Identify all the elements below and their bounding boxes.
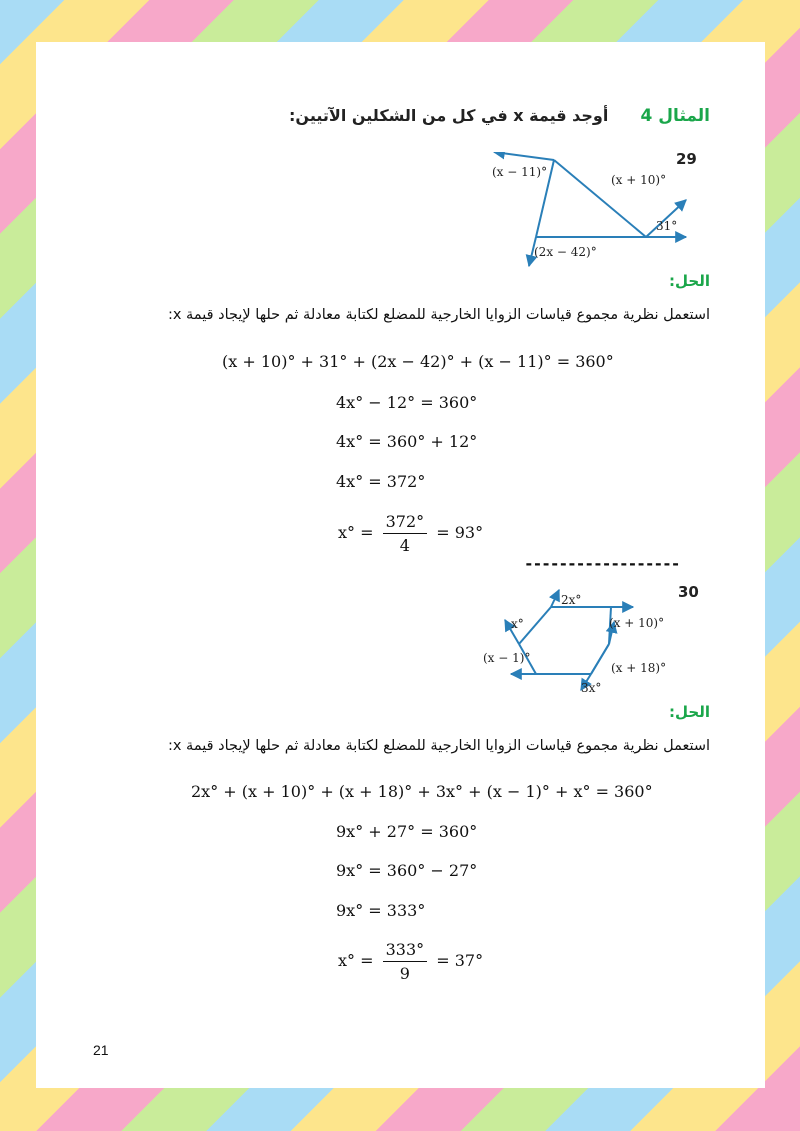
equation-30-2: 9x° + 27° = 360° — [336, 822, 478, 841]
angle-label: 31° — [656, 219, 678, 233]
angle-label: (x + 10)° — [609, 616, 665, 630]
angle-label: x° — [511, 617, 524, 631]
eq-rhs: = 93° — [436, 523, 484, 542]
equation-30-4: 9x° = 333° — [336, 901, 426, 920]
eq-lhs: x° = — [338, 951, 374, 970]
angle-label: (2x − 42)° — [534, 245, 597, 259]
triangle-figure — [476, 152, 696, 272]
eq-rhs: = 37° — [436, 951, 484, 970]
example-header — [90, 106, 710, 126]
eq-lhs: x° = — [338, 523, 374, 542]
equation-29-3: 4x° = 360° + 12° — [336, 432, 478, 451]
angle-label: (x − 1)° — [483, 651, 531, 665]
angle-label: (x − 11)° — [492, 165, 548, 179]
angle-label: (x + 18)° — [611, 661, 667, 675]
instruction-29: استعمل نظرية مجموع قياسات الزوايا الخارجية للمضلع لكتابة معادلة ثم حلها لإيجاد قيمة x: — [167, 307, 710, 323]
equation-30-3: 9x° = 360° − 27° — [336, 861, 478, 880]
denominator: 4 — [399, 536, 410, 555]
problem-29-number: 29 — [676, 150, 697, 168]
angle-label: (x + 10)° — [611, 173, 667, 187]
section-divider: ------------------ — [524, 554, 680, 573]
page-number: 21 — [93, 1042, 109, 1058]
denominator: 9 — [399, 964, 410, 983]
angle-label: 3x° — [581, 681, 602, 695]
equation-29-4: 4x° = 372° — [336, 472, 426, 491]
solution-label-29: الحل: — [669, 272, 710, 290]
equation-29-2: 4x° − 12° = 360° — [336, 393, 478, 412]
problem-30-number: 30 — [678, 583, 699, 601]
equation-29-1: (x + 10)° + 31° + (2x − 42)° + (x − 11)° = 360° — [222, 352, 614, 371]
hexagon-figure — [481, 582, 681, 697]
example-text: أوجد قيمة x في كل من الشكلين الآتيين: — [289, 106, 609, 125]
fraction — [383, 940, 428, 983]
instruction-30: استعمل نظرية مجموع قياسات الزوايا الخارجية للمضلع لكتابة معادلة ثم حلها لإيجاد قيمة x: — [167, 738, 710, 754]
angle-label: 2x° — [561, 593, 582, 607]
solution-label-30: الحل: — [669, 703, 710, 721]
equation-29-5 — [338, 512, 483, 555]
example-label: المثال 4 — [640, 106, 710, 126]
fraction — [383, 512, 428, 555]
numerator: 372° — [383, 512, 428, 534]
page-sheet — [36, 42, 765, 1088]
equation-30-1: 2x° + (x + 10)° + (x + 18)° + 3x° + (x − 1)° + x° = 360° — [191, 782, 653, 801]
numerator: 333° — [383, 940, 428, 962]
equation-30-5 — [338, 940, 483, 983]
